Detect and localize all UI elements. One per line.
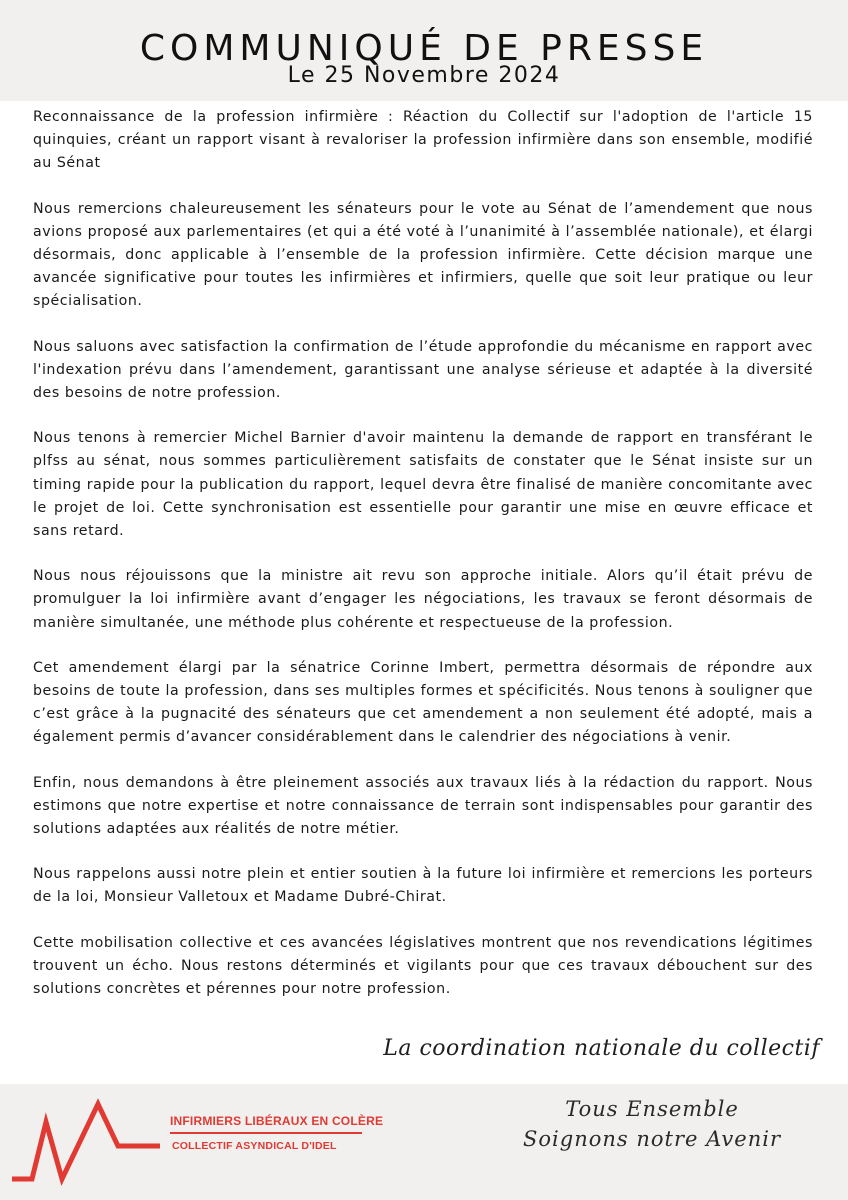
slogan	[522, 1094, 782, 1154]
paragraph: Nous nous réjouissons que la ministre ait revu son approche initiale. Alors qu’il était prévu de promulguer la loi infirmière avant d’engager les négociations, les travaux se feront désormais de manière simultanée, une méthode plus cohérente et respectueuse de la profession.	[33, 568, 813, 631]
paragraph-intro: Reconnaissance de la profession infirmière : Réaction du Collectif sur l'adoption de l'article 15 quinquies, créant un rapport visant à revaloriser la profession infirmière dans son ensemble, modifié au Sénat	[33, 109, 813, 172]
header-band	[0, 0, 848, 101]
paragraph: Nous remercions chaleureusement les sénateurs pour le vote au Sénat de l’amendement que nous avions proposé aux parlementaires (et qui a été voté à l’unanimité à l’assemblée nationale), et élargi désormais, donc applicable à l’ensemble de la profession infirmière. Cette décision marque une avancée significative pour toutes les infirmières et infirmiers, quelle que soit leur pratique ou leur spécialisation.	[33, 200, 813, 310]
page-title: COMMUNIQUÉ DE PRESSE	[139, 28, 709, 70]
logo-title: INFIRMIERS LIBÉRAUX EN COLÈRE	[170, 1114, 384, 1128]
footer-band	[0, 1084, 848, 1200]
logo-divider	[170, 1132, 362, 1134]
paragraph: Cet amendement élargi par la sénatrice Corinne Imbert, permettra désormais de répondre aux besoins de toute la profession, dans ses multiples formes et spécificités. Nous tenons à souligner que c’est grâce à la pugnacité des sénateurs que cet amendement a non seulement été adopté, mais a également permis d’avancer considérablement dans le calendrier des négociations à venir.	[33, 659, 813, 746]
paragraph: Nous tenons à remercier Michel Barnier d'avoir maintenu la demande de rapport en transférant le plfss au sénat, nous sommes particulièrement satisfaits de constater que le Sénat insiste sur un timing rapide pour la publication du rapport, lequel devra être finalisé de manière concomitante avec le projet de loi. Cette synchronisation est essentielle pour garantir une mise en œuvre efficace et sans retard.	[33, 430, 813, 540]
paragraph: Cette mobilisation collective et ces avancées législatives montrent que nos revendications légitimes trouvent un écho. Nous restons déterminés et vigilants pour que ces travaux débouchent sur des solutions concrètes et pérennes pour notre profession.	[33, 934, 813, 998]
signature: La coordination nationale du collectif	[383, 1036, 820, 1061]
press-release-body	[33, 106, 813, 1023]
slogan-line-1: Tous Ensemble	[565, 1097, 739, 1121]
slogan-line-2: Soignons notre Avenir	[523, 1127, 781, 1151]
release-date: Le 25 Novembre 2024	[287, 63, 561, 88]
paragraph: Enfin, nous demandons à être pleinement associés aux travaux liés à la rédaction du rapport. Nous estimons que notre expertise et notre connaissance de terrain sont indispensables pour garantir des solutions adaptées aux réalités de notre métier.	[33, 774, 813, 838]
paragraph: Nous rappelons aussi notre plein et entier soutien à la future loi infirmière et remercions les porteurs de la loi, Monsieur Valletoux et Madame Dubré-Chirat.	[33, 866, 813, 906]
logo-subtitle: COLLECTIF ASYNDICAL D'IDEL	[172, 1140, 337, 1152]
heartbeat-logo-icon	[0, 1084, 170, 1200]
paragraph: Nous saluons avec satisfaction la confirmation de l’étude approfondie du mécanisme en rapport avec l'indexation prévu dans l’amendement, garantissant une analyse sérieuse et adaptée à la diversité des besoins de notre profession.	[33, 338, 813, 402]
